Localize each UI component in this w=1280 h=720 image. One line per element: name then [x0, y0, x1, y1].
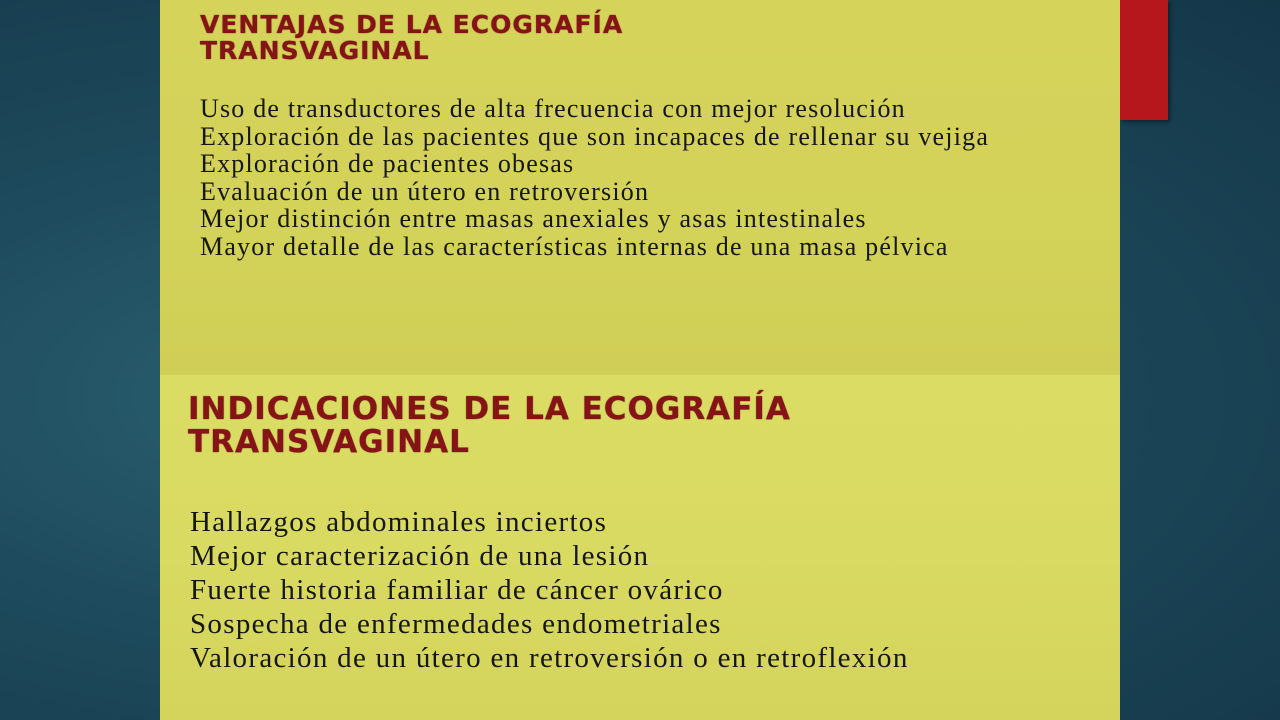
indicaciones-title-line2: TRANSVAGINAL: [188, 423, 470, 460]
list-item: Uso de transductores de alta frecuencia con mejor resolución: [200, 94, 906, 123]
indicaciones-title-line1: INDICACIONES DE LA ECOGRAFÍA: [188, 391, 791, 427]
list-item: Sospecha de enfermedades endometriales: [190, 608, 722, 640]
list-item: Evaluación de un útero en retroversión: [200, 176, 650, 206]
list-item: Mejor distinción entre masas anexiales y asas intestinales: [200, 204, 867, 233]
indicaciones-panel: [160, 375, 1120, 720]
ventajas-title-line2: TRANSVAGINAL: [200, 36, 430, 66]
ventajas-list: [200, 95, 1130, 260]
list-item: Hallazgos abdominales inciertos: [190, 506, 608, 538]
list-item: Exploración de las pacientes que son incapaces de rellenar su vejiga: [200, 121, 990, 151]
list-item: Mayor detalle de las características internas de una masa pélvica: [200, 231, 949, 261]
ventajas-title: [200, 12, 623, 65]
list-item: Mejor caracterización de una lesión: [190, 540, 650, 572]
list-item: Exploración de pacientes obesas: [200, 149, 575, 178]
list-item: Fuerte historia familiar de cáncer ovárico: [190, 574, 724, 606]
ventajas-panel: [160, 0, 1120, 375]
indicaciones-list: [190, 505, 1100, 675]
indicaciones-title: [188, 393, 791, 458]
list-item: Valoración de un útero en retroversión o en retroflexión: [190, 642, 909, 674]
ventajas-title-line1: VENTAJAS DE LA ECOGRAFÍA: [200, 10, 624, 39]
